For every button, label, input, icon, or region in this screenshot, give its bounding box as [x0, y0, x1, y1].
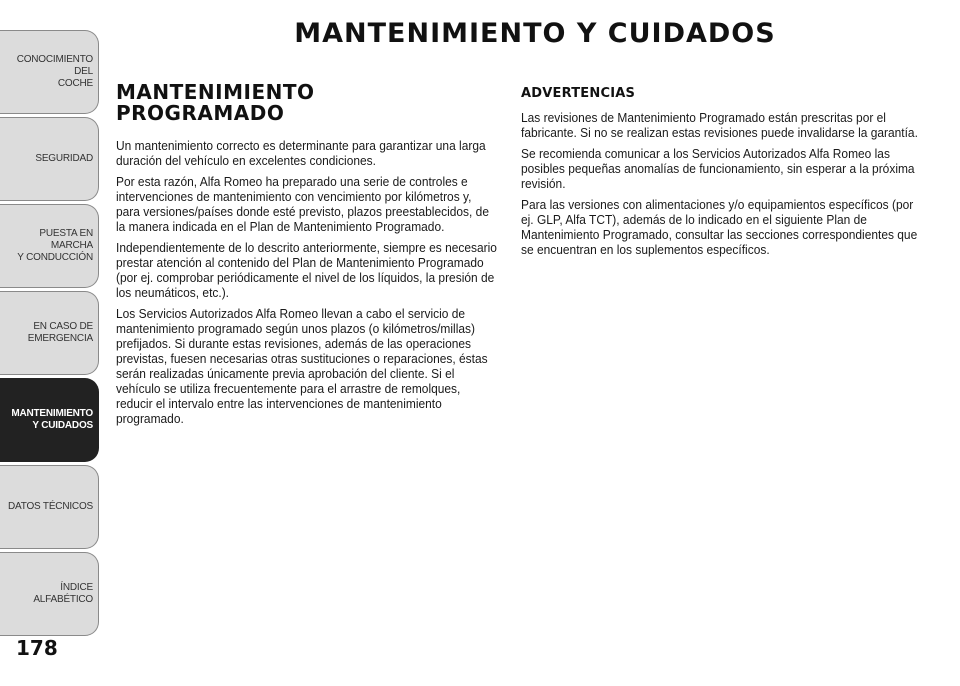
page-number: 178: [16, 636, 58, 660]
paragraph: Se recomienda comunicar a los Servicios Autorizados Alfa Romeo las posibles pequeñas anomalías de funcionamiento, sin esperar a la próxima revisión.: [521, 146, 915, 191]
tab-en-caso-de-emergencia[interactable]: EN CASO DE EMERGENCIA: [0, 291, 99, 375]
left-column: [116, 82, 501, 432]
tab-mantenimiento-y-cuidados[interactable]: MANTENIMIENTO Y CUIDADOS: [0, 378, 99, 462]
paragraph: Por esta razón, Alfa Romeo ha preparado una serie de controles e intervenciones de mantenimiento con vencimiento por kilómetros y, para versiones/países donde esté previsto, plazos preestablecidos, de la manera indicada en el Plan de Mantenimiento Programado.: [116, 174, 489, 234]
warnings-title: ADVERTENCIAS: [521, 86, 636, 101]
tab-puesta-en-marcha[interactable]: PUESTA EN MARCHA Y CONDUCCIÓN: [0, 204, 99, 288]
paragraph: Las revisiones de Mantenimiento Programado están prescritas por el fabricante. Si no se realizan estas revisiones puede invalidarse la garantía.: [521, 110, 918, 140]
paragraph: Independientemente de lo descrito anteriormente, siempre es necesario prestar atención al contenido del Plan de Mantenimiento Programado (por ej. comprobar periódicamente el nivel de los líquidos, la presión de los neumáticos, etc.).: [116, 240, 497, 300]
tab-datos-tecnicos[interactable]: DATOS TÉCNICOS: [0, 465, 99, 549]
tab-seguridad[interactable]: SEGURIDAD: [0, 117, 99, 201]
section-title: MANTENIMIENTO PROGRAMADO: [116, 80, 315, 125]
paragraph: Los Servicios Autorizados Alfa Romeo llevan a cabo el servicio de mantenimiento programado según unos plazos (o kilómetros/millas) prefijados. Si durante estas revisiones, además de las operaciones previstas, fuesen necesarias otras sustituciones o reparaciones, éstas serán realizadas únicamente previa aprobación del cliente. Si el vehículo se utiliza frecuentemente para el arrastre de remolques, reducir el intervalo entre las intervenciones de mantenimiento programado.: [116, 306, 488, 426]
page-title: MANTENIMIENTO Y CUIDADOS: [294, 18, 776, 49]
paragraph: Para las versiones con alimentaciones y/o equipamientos específicos (por ej. GLP, Alfa TCT), además de lo indicado en el siguiente Plan de Mantenimiento Programado, consultar las secciones correspondientes que se encuentran en los suplementos específicos.: [521, 197, 918, 257]
tab-conocimiento-del-coche[interactable]: CONOCIMIENTO DEL COCHE: [0, 30, 99, 114]
right-column: [521, 86, 921, 263]
paragraph: Un mantenimiento correcto es determinante para garantizar una larga duración del vehículo en excelentes condiciones.: [116, 138, 486, 168]
tab-indice-alfabetico[interactable]: ÍNDICE ALFABÉTICO: [0, 552, 99, 636]
